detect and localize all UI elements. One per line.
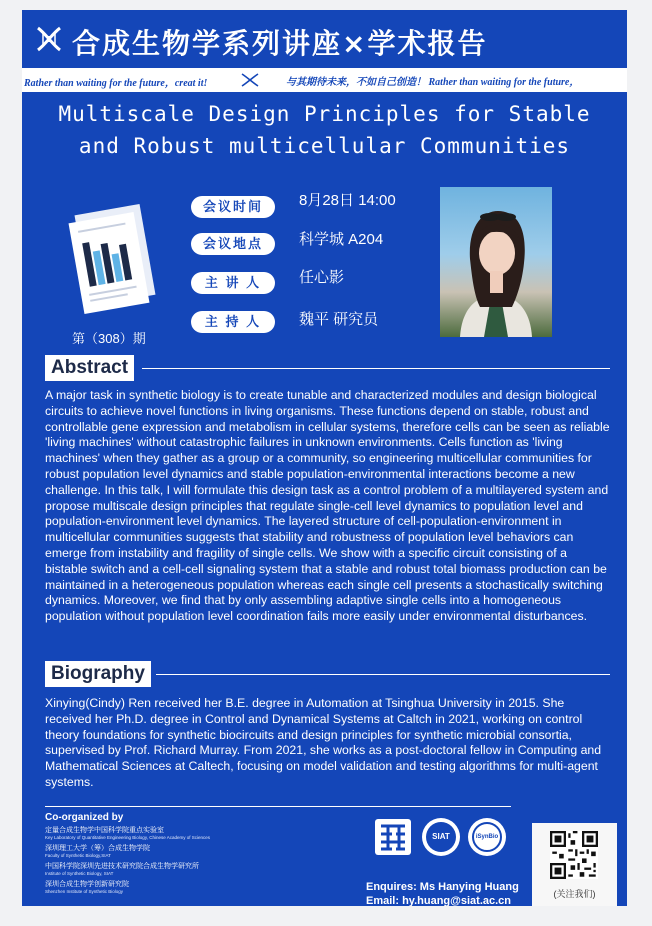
co-organized-title: Co-organized by — [45, 812, 124, 823]
qr-panel — [532, 823, 617, 906]
talk-title-line2: and Robust multicellular Communities — [78, 134, 571, 158]
slogan-left: Rather than waiting for the future，creat it! — [24, 78, 208, 89]
speaker-label: 主 讲 人 — [191, 272, 275, 294]
time-label: 会议时间 — [191, 196, 275, 218]
speaker-photo — [440, 187, 552, 337]
speaker-portrait — [440, 187, 552, 337]
siat-logo-text: SIAT — [426, 822, 456, 852]
co-org-4 — [45, 881, 129, 895]
abstract-divider — [142, 368, 610, 369]
header — [22, 10, 627, 68]
isynbio-logo-icon — [468, 818, 506, 856]
qr-code-icon[interactable] — [550, 831, 598, 879]
co-org-1-cn: 定量合成生物学中国科学院重点实验室 — [45, 827, 164, 834]
biography-heading: Biography — [45, 661, 151, 687]
co-org-3 — [45, 863, 199, 877]
poster — [22, 10, 627, 906]
co-org-1-en: Key Laboratory of Quantitative Engineering Biology, Chinese Academy of Sciences — [45, 835, 211, 840]
co-org-3-en: Institute of Synthetic Biology, SIAT — [45, 871, 114, 876]
abstract-heading: Abstract — [45, 355, 134, 381]
venue-value: 科学城 A204 — [299, 231, 384, 248]
talk-title — [22, 98, 627, 162]
issue-number: 第（308）期 — [72, 331, 146, 346]
host-value: 魏平 研究员 — [299, 311, 379, 328]
co-org-2-cn: 深圳理工大学（筹）合成生物学院 — [45, 845, 150, 852]
siat-logo-icon — [422, 818, 460, 856]
talk-title-line1: Multiscale Design Principles for Stable — [58, 102, 591, 126]
co-org-2-en: Faculty of Synthetic Biology,SIAT — [45, 853, 111, 858]
co-org-4-cn: 深圳合成生物学创新研究院 — [45, 881, 129, 888]
isynbio-logo-text: iSynBio — [472, 822, 502, 852]
venue-label: 会议地点 — [191, 233, 275, 255]
enquiry-email[interactable]: Email: hy.huang@siat.ac.cn — [366, 895, 512, 906]
series-title: 合成生物学系列讲座×学术报告 — [72, 27, 488, 60]
co-org-3-cn: 中国科学院深圳先进技术研究院合成生物学研究所 — [45, 863, 199, 870]
biography-text: Xinying(Cindy) Ren received her B.E. degree in Automation at Tsinghua University in 2015. She received her Ph.D. degree in Control and Dynamical Systems at Caltch in 2021, working on control theory foundations for synthetic biocircuits and design principles for synthetic microbial consortia, supervised by Prof. Richard Murray. From 2021, she works as a post-doctoral fellow in Computing and Mathematical Sciences at Caltech, focusing on model validation and testing algorithms for multi-agent systems. — [45, 696, 602, 789]
co-org-2 — [45, 845, 150, 859]
speaker-value: 任心影 — [299, 269, 345, 286]
time-value: 8月28日 14:00 — [299, 192, 396, 209]
co-org-4-en: Shenzhen Institute of Synthetic Biology — [45, 889, 124, 894]
suat-logo-icon — [374, 818, 412, 856]
document-chart-icon — [56, 203, 166, 323]
slogan-banner — [22, 68, 627, 92]
slogan-right: 与其期待未来，不如自己创造！ Rather than waiting for the future， — [286, 77, 580, 88]
enquiry-contact: Enquires: Ms Hanying Huang — [366, 881, 519, 893]
dna-small-icon — [240, 72, 260, 88]
host-label: 主 持 人 — [191, 311, 275, 333]
qr-caption: (关注我们) — [553, 889, 596, 899]
biography-divider — [156, 674, 610, 675]
co-org-1 — [45, 827, 210, 841]
footer-divider — [45, 806, 511, 807]
dna-icon — [34, 24, 64, 54]
abstract-text: A major task in synthetic biology is to create tunable and characterized modules and design biological circuits to achieve novel functions in living organisms. These functions depend on stable, robust and controllable gene expression and metabolism in cellular systems, therefore cells can be seen as reliable 'living machines' without catastrophic failures in unknown environments. Cells function as 'living machines' when they gather as a group or a community, so engineering multicellular communities for robust population level dynamics and stable population-environmental interactions become a new challenge. In this talk, I will formulate this design task as a control problem of a multilayered system and propose multiscale design principles that regulate single-cell level dynamics to population level and population-environment level dynamics. The layered structure of cell-population-environment in multicellular communities suggests that stability and robustness of population level behaviors can emerge from instability and fragility of single cells. We show with a specific circuit consisting of a bistable switch and a cell-cell signaling system that a stable and robust total biomass production can be maintained in a heterogeneous population whereas each single cell presents a stochastically switching dynamics. Moreover, we find that by only assembling adaptive single cells into a homogeneous population without population level coordination fails more easily under environmental disturbances. — [45, 388, 610, 624]
